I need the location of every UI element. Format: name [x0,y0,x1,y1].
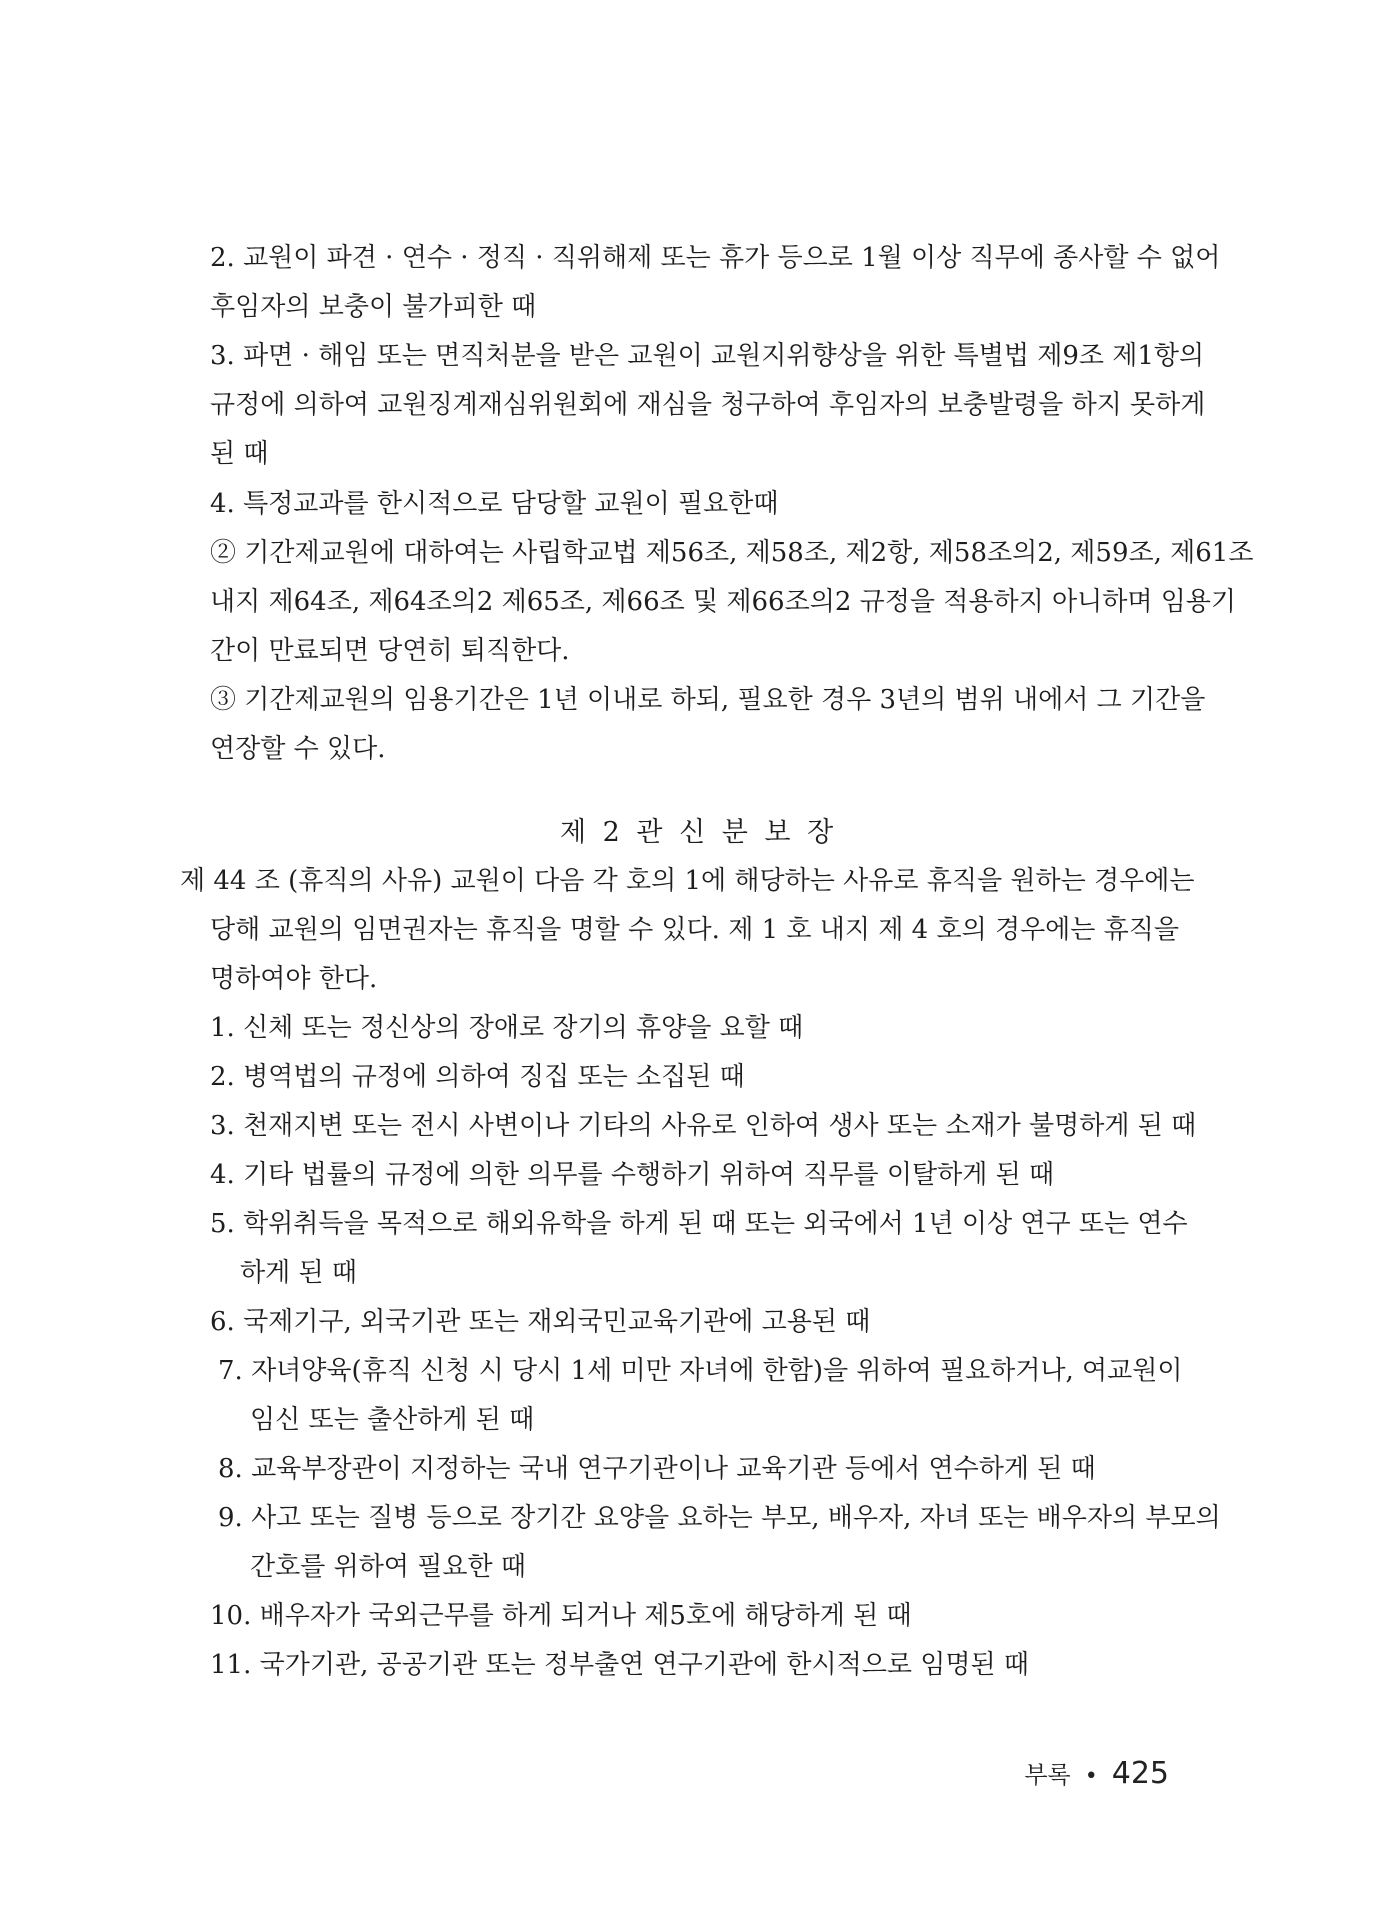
list-item: 8. 교육부장관이 지정하는 국내 연구기관이나 교육기관 등에서 연수하게 된 때 [218,1454,1096,1484]
list-item: 10. 배우자가 국외근무를 하게 되거나 제5호에 해당하게 된 때 [210,1601,912,1631]
list-item: 6. 국제기구, 외국기관 또는 재외국민교육기관에 고용된 때 [210,1307,871,1337]
list-item: 7. 자녀양육(휴직 신청 시 당시 1세 미만 자녀에 한함)을 위하여 필요하거나, 여교원이 [218,1356,1183,1386]
text-line: 연장할 수 있다. [210,734,386,764]
text-line: 간이 만료되면 당연히 퇴직한다. [210,636,570,666]
section-heading: 제 2 관 신 분 보 장 [560,817,835,848]
list-item: 9. 사고 또는 질병 등으로 장기간 요양을 요하는 부모, 배우자, 자녀 또는 배우자의 부모의 [218,1503,1221,1533]
text-line: 4. 특정교과를 한시적으로 담당할 교원이 필요한때 [210,489,779,519]
text-line: 2. 교원이 파견 · 연수 · 정직 · 직위해제 또는 휴가 등으로 1월 이상 직무에 종사할 수 없어 [210,243,1221,273]
footer-label: 부록 [1024,1761,1071,1789]
bullet-separator-icon: • [1084,1764,1098,1789]
page-number: 425 [1111,1756,1169,1791]
list-item: 3. 천재지변 또는 전시 사변이나 기타의 사유로 인하여 생사 또는 소재가 불명하게 된 때 [210,1111,1197,1141]
text-line: ② 기간제교원에 대하여는 사립학교법 제56조, 제58조, 제2항, 제58조의2, 제59조, 제61조 [210,538,1254,568]
text-line: 된 때 [210,439,269,469]
text-line: 후임자의 보충이 불가피한 때 [210,292,537,322]
text-line: 당해 교원의 임면권자는 휴직을 명할 수 있다. 제 1 호 내지 제 4 호의 경우에는 휴직을 [210,915,1180,945]
list-item-continuation: 하게 된 때 [240,1258,357,1288]
list-item: 11. 국가기관, 공공기관 또는 정부출연 연구기관에 한시적으로 임명된 때 [210,1650,1029,1680]
text-line: ③ 기간제교원의 임용기간은 1년 이내로 하되, 필요한 경우 3년의 범위 내에서 그 기간을 [210,685,1206,715]
list-item-continuation: 임신 또는 출산하게 된 때 [250,1405,535,1435]
text-line: 내지 제64조, 제64조의2 제65조, 제66조 및 제66조의2 규정을 적용하지 아니하며 임용기 [210,587,1237,617]
list-item: 5. 학위취득을 목적으로 해외유학을 하게 된 때 또는 외국에서 1년 이상 연구 또는 연수 [210,1209,1188,1239]
article-title-line: 제 44 조 (휴직의 사유) 교원이 다음 각 호의 1에 해당하는 사유로 휴직을 원하는 경우에는 [180,866,1195,896]
list-item: 1. 신체 또는 정신상의 장애로 장기의 휴양을 요할 때 [210,1013,804,1043]
page-footer [1024,1755,1169,1791]
text-line: 명하여야 한다. [210,964,378,994]
list-item: 4. 기타 법률의 규정에 의한 의무를 수행하기 위하여 직무를 이탈하게 된 때 [210,1160,1055,1190]
list-item-continuation: 간호를 위하여 필요한 때 [250,1552,526,1582]
text-line: 규정에 의하여 교원징계재심위원회에 재심을 청구하여 후임자의 보충발령을 하지 못하게 [210,390,1206,420]
list-item: 2. 병역법의 규정에 의하여 징집 또는 소집된 때 [210,1062,745,1092]
text-line: 3. 파면 · 해임 또는 면직처분을 받은 교원이 교원지위향상을 위한 특별법 제9조 제1항의 [210,341,1205,371]
